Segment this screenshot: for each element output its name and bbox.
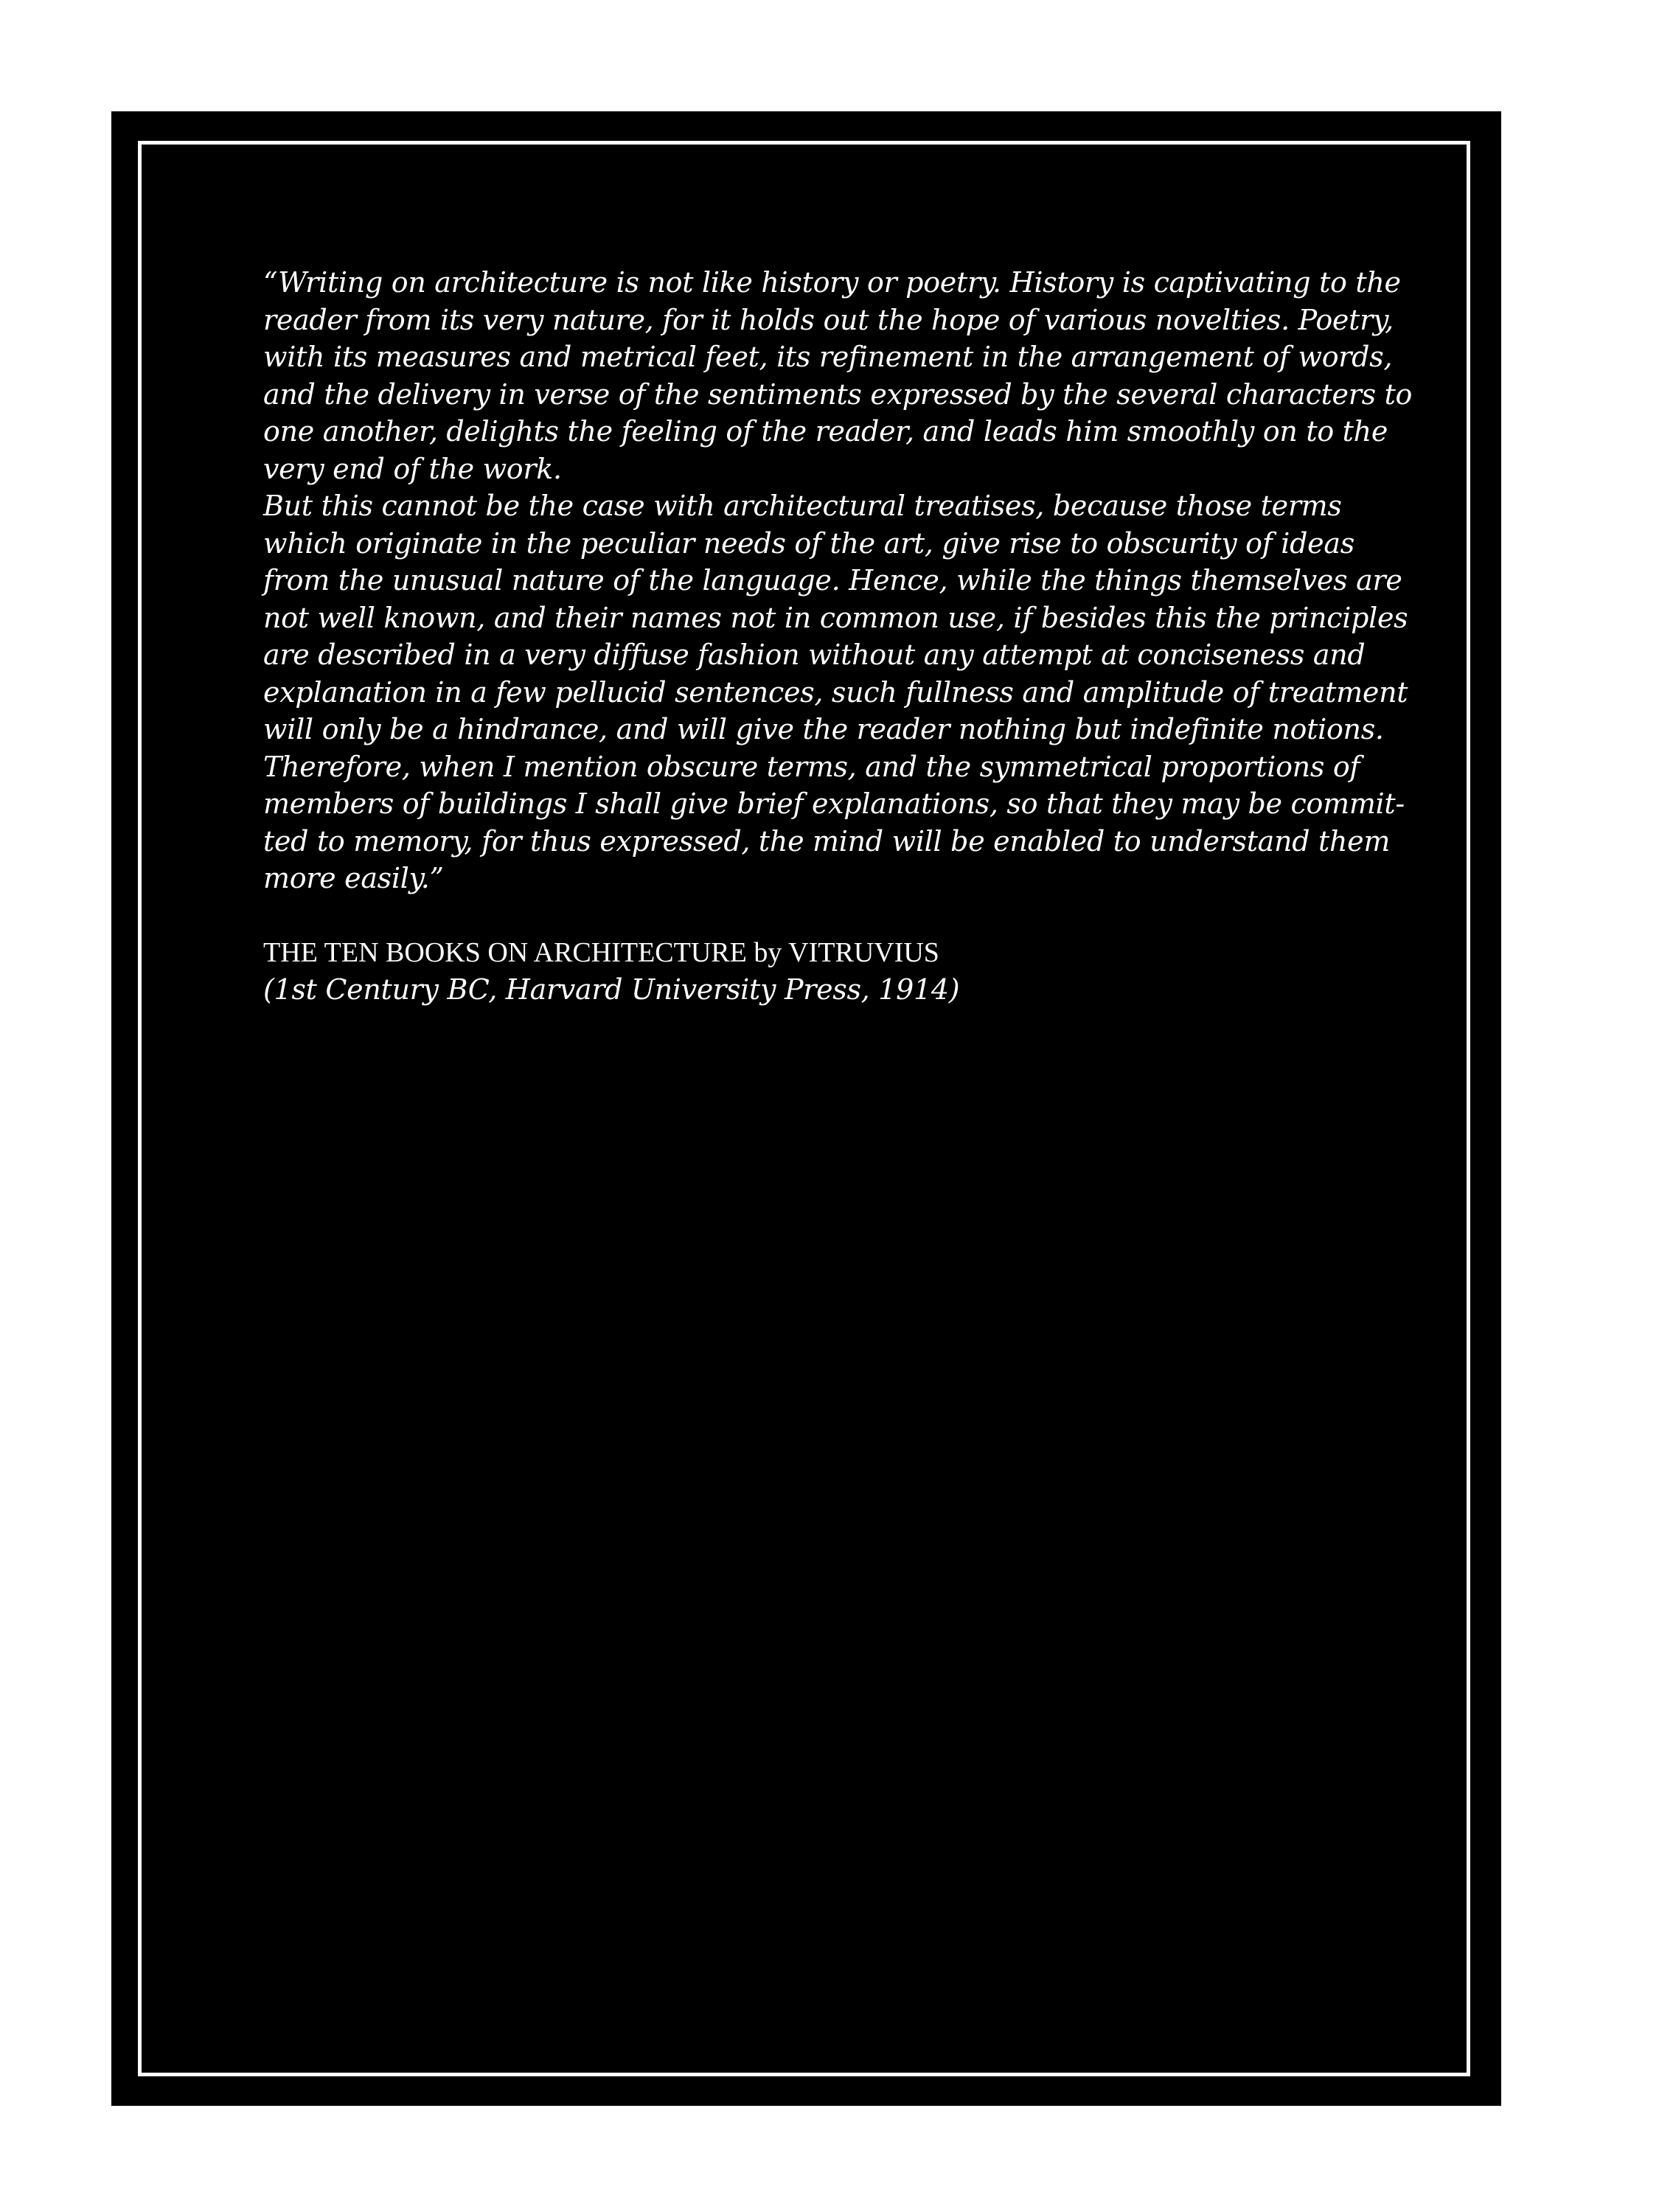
quote-line: from the unusual nature of the language. Hence, while the things themselves are [263,564,1402,597]
quote-line: ted to memory, for thus expressed, the mind will be enabled to understand them [263,824,1391,858]
quote-line: which originate in the peculiar needs of the art, give rise to obscurity of ideas [263,526,1354,560]
quote-line: reader from its very nature, for it holds out the hope of various novelties. Poetry, [263,303,1394,336]
attribution-detail: (1st Century BC, Harvard University Press, 1914) [263,973,960,1006]
paragraph-spacer [263,897,1413,934]
quote-line: one another, delights the feeling of the reader, and leads him smoothly on to the [263,415,1388,448]
attribution-title: THE TEN BOOKS ON ARCHITECTURE by VITRUVIUS [263,936,939,968]
quote-line: very end of the work. [263,452,562,485]
quote-line: But this cannot be the case with architectural treatises, because those terms [263,490,1342,522]
quote-line: “Writing on architecture is not like history or poetry. History is captivating to the [263,266,1401,299]
quote-line: more easily.” [263,862,444,894]
quote-line: and the delivery in verse of the sentiments expressed by the several characters to [263,378,1413,411]
quote-line: will only be a hindrance, and will give the reader nothing but indefinite notions. [263,713,1384,745]
quote-line: with its measures and metrical feet, its refinement in the arrangement of words, [263,341,1393,373]
quote-line: Therefore, when I mention obscure terms, and the symmetrical proportions of [263,750,1360,783]
quote-line: not well known, and their names not in common use, if besides this the principles [263,601,1408,634]
quote-line: members of buildings I shall give brief explanations, so that they may be commit- [263,787,1405,820]
white-frame-border [138,141,1470,2076]
quote-line: are described in a very diffuse fashion without any attempt at conciseness and [263,639,1366,671]
quote-line: explanation in a few pellucid sentences, such fullness and amplitude of treatment [263,675,1408,709]
quote-text-block [263,264,1413,1009]
black-panel [111,111,1501,2106]
